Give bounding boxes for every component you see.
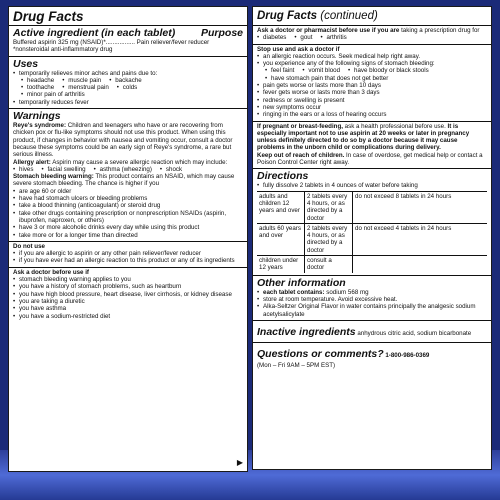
drug-facts-right-panel xyxy=(252,6,492,470)
list-item: • shock xyxy=(160,166,182,173)
list-item: • stomach bleeding warning applies to you xyxy=(13,276,243,283)
list-item: • you experience any of the following signs of stomach bleeding: xyxy=(257,60,487,67)
table-cell: do not exceed 8 tablets in 24 hours xyxy=(353,192,487,224)
list-item: • colds xyxy=(117,84,137,91)
list-item: • muscle pain xyxy=(62,77,101,84)
list-item: • feel faint xyxy=(265,67,294,74)
list-item: • menstrual pain xyxy=(62,84,109,91)
directions-heading: Directions xyxy=(257,170,309,183)
stop-use-heading: Stop use and ask a doctor if xyxy=(257,45,340,53)
list-item: • take more or for a longer time than directed xyxy=(13,232,243,239)
uses-section xyxy=(9,57,247,109)
list-item: • diabetes xyxy=(257,34,286,41)
list-item: • store at room temperature. Avoid excessive heat. xyxy=(257,296,487,303)
list-item: • fever gets worse or lasts more than 3 days xyxy=(257,89,487,96)
active-ingredient-section xyxy=(9,26,247,57)
do-not-use-section xyxy=(9,242,247,268)
active-ingredient-heading: Active ingredient (in each tablet) xyxy=(13,27,176,39)
table-cell xyxy=(353,256,487,273)
list-item: • you have a history of stomach problems, such as heartburn xyxy=(13,283,243,290)
list-item: • you are taking a diuretic xyxy=(13,298,243,305)
uses-row-2 xyxy=(13,84,243,91)
list-item: • facial swelling xyxy=(41,166,85,173)
questions-hours: (Mon – Fri 9AM – 5PM EST) xyxy=(257,361,336,369)
list-item: • toothache xyxy=(21,84,54,91)
table-cell: 2 tablets every 4 hours, or as directed by a doctor xyxy=(305,192,353,224)
active-ingredient-line: Buffered aspirin 325 mg (NSAID)*................. Pain reliever/fever reducer xyxy=(13,39,210,46)
ask-pharmacist-section: Ask a doctor or pharmacist before use if you are taking a prescription drug for • diabetes • gout • arthritis xyxy=(253,26,491,45)
list-item: • pain gets worse or lasts more than 10 days xyxy=(257,82,487,89)
list-item: • gout xyxy=(294,34,312,41)
pregnancy-section: If pregnant or breast-feeding, ask a health professional before use. It is especially important not to use aspirin at 20 weeks or later in pregnancy unless definitely directed to do so by a doctor because it may cause problems in the unborn child or complications during delivery. Keep out of reach of children. In case of overdose, get medical help or contact a Poison Control Center right away. xyxy=(253,122,491,170)
list-item: • headache xyxy=(21,77,54,84)
list-item: • Alka-Seltzer Original Flavor in water contains principally the analgesic sodium acetylsalicylate xyxy=(257,303,487,318)
list-item: • have stomach pain that does not get better xyxy=(265,75,388,82)
list-item: • take other drugs containing prescription or nonprescription NSAIDs (aspirin, ibuprofen, naproxen, or others) xyxy=(13,210,243,225)
warnings-section xyxy=(9,109,247,242)
uses-row-3 xyxy=(13,91,243,98)
purpose-heading: Purpose xyxy=(200,27,243,39)
list-item: • have had stomach ulcers or bleeding problems xyxy=(13,195,243,202)
uses-intro: • temporarily relieves minor aches and pains due to: xyxy=(13,70,243,77)
warnings-heading: Warnings xyxy=(13,110,61,123)
table-cell: do not exceed 4 tablets in 24 hours xyxy=(353,224,487,256)
directions-intro: • fully dissolve 2 tablets in 4 ounces of water before taking xyxy=(257,182,487,189)
list-item: • new symptoms occur xyxy=(257,104,487,111)
uses-fever: • temporarily reduces fever xyxy=(13,99,243,106)
reye-warning: Reye's syndrome: Children and teenagers who have or are recovering from chicken pox or flu-like symptoms should not use this product. When using this product, if changes in behavior with nausea and vomiting occur, consult a doctor because these symptoms could be an early sign of Reye's syndrome, a rare but serious illness. xyxy=(13,122,233,159)
list-item: • vomit blood xyxy=(302,67,340,74)
do-not-use-heading: Do not use xyxy=(13,242,45,250)
other-information-section: Other information • each tablet contains: sodium 568 mg • store at room temperature. Avoid excessive heat. • Alka-Seltzer Original Flavor in water contains principally the analgesic sodium acetylsalicylate xyxy=(253,276,491,321)
list-item: • have bloody or black stools xyxy=(348,67,429,74)
uses-row-1 xyxy=(13,77,243,84)
stomach-bleeding-list xyxy=(13,188,243,239)
inactive-ingredients-heading: Inactive ingredients xyxy=(257,325,356,338)
continue-arrow-icon: ▶ xyxy=(236,458,243,467)
questions-heading: Questions or comments? xyxy=(257,347,384,360)
other-information-heading: Other information xyxy=(257,276,346,289)
drug-facts-left-panel xyxy=(8,6,248,472)
list-item: • are age 60 or older xyxy=(13,188,243,195)
ask-doctor-heading: Ask a doctor before use if xyxy=(13,268,89,276)
stop-use-section xyxy=(253,45,491,122)
list-item: • asthma (wheezing) xyxy=(94,166,152,173)
list-item: • take a blood thinning (anticoagulant) or steroid drug xyxy=(13,202,243,209)
inactive-ingredients-section: Inactive ingredients anhydrous citric acid, sodium bicarbonate xyxy=(253,321,491,343)
list-item: • if you are allergic to aspirin or any other pain reliever/fever reducer xyxy=(13,250,243,257)
list-item: • an allergic reaction occurs. Seek medical help right away. xyxy=(257,53,487,60)
list-item: • arthritis xyxy=(320,34,346,41)
list-item: • backache xyxy=(109,77,142,84)
directions-section xyxy=(253,169,491,275)
list-item: • have 3 or more alcoholic drinks every day while using this product xyxy=(13,224,243,231)
list-item: • you have a sodium-restricted diet xyxy=(13,313,243,320)
list-item: • ringing in the ears or a loss of hearing occurs xyxy=(257,111,487,118)
table-cell: adults and children 12 years and over xyxy=(257,192,305,224)
list-item: • if you have ever had an allergic reaction to this product or any of its ingredients xyxy=(13,257,243,264)
stomach-bleeding-warning: Stomach bleeding warning: This product contains an NSAID, which may cause severe stomach bleeding. The chance is higher if you xyxy=(13,173,235,188)
table-cell: consult a doctor xyxy=(305,256,353,273)
table-cell: adults 60 years and over xyxy=(257,224,305,256)
directions-table xyxy=(257,191,487,273)
list-item: • minor pain of arthritis xyxy=(21,91,85,98)
uses-heading: Uses xyxy=(13,57,39,70)
panel-title: Drug Facts (continued) xyxy=(253,7,491,26)
questions-section xyxy=(253,343,491,371)
table-cell: children under 12 years xyxy=(257,256,305,273)
panel-title: Drug Facts xyxy=(9,7,247,26)
list-item: • hives xyxy=(13,166,33,173)
allergy-alert: Allergy alert: Aspirin may cause a severe allergic reaction which may include: xyxy=(13,158,228,166)
list-item: • you have asthma xyxy=(13,305,243,312)
list-item: • you have high blood pressure, heart disease, liver cirrhosis, or kidney disease xyxy=(13,291,243,298)
list-item: • redness or swelling is present xyxy=(257,97,487,104)
active-ingredient-note: *nonsteroidal anti-inflammatory drug xyxy=(13,46,113,54)
allergy-items xyxy=(13,166,243,173)
ask-doctor-section xyxy=(9,268,247,322)
table-cell: 2 tablets every 4 hours, or as directed by a doctor xyxy=(305,224,353,256)
ask-pharmacist-heading: Ask a doctor or pharmacist before use if you are xyxy=(257,27,400,34)
phone-number: 1-800-986-0369 xyxy=(383,351,430,359)
